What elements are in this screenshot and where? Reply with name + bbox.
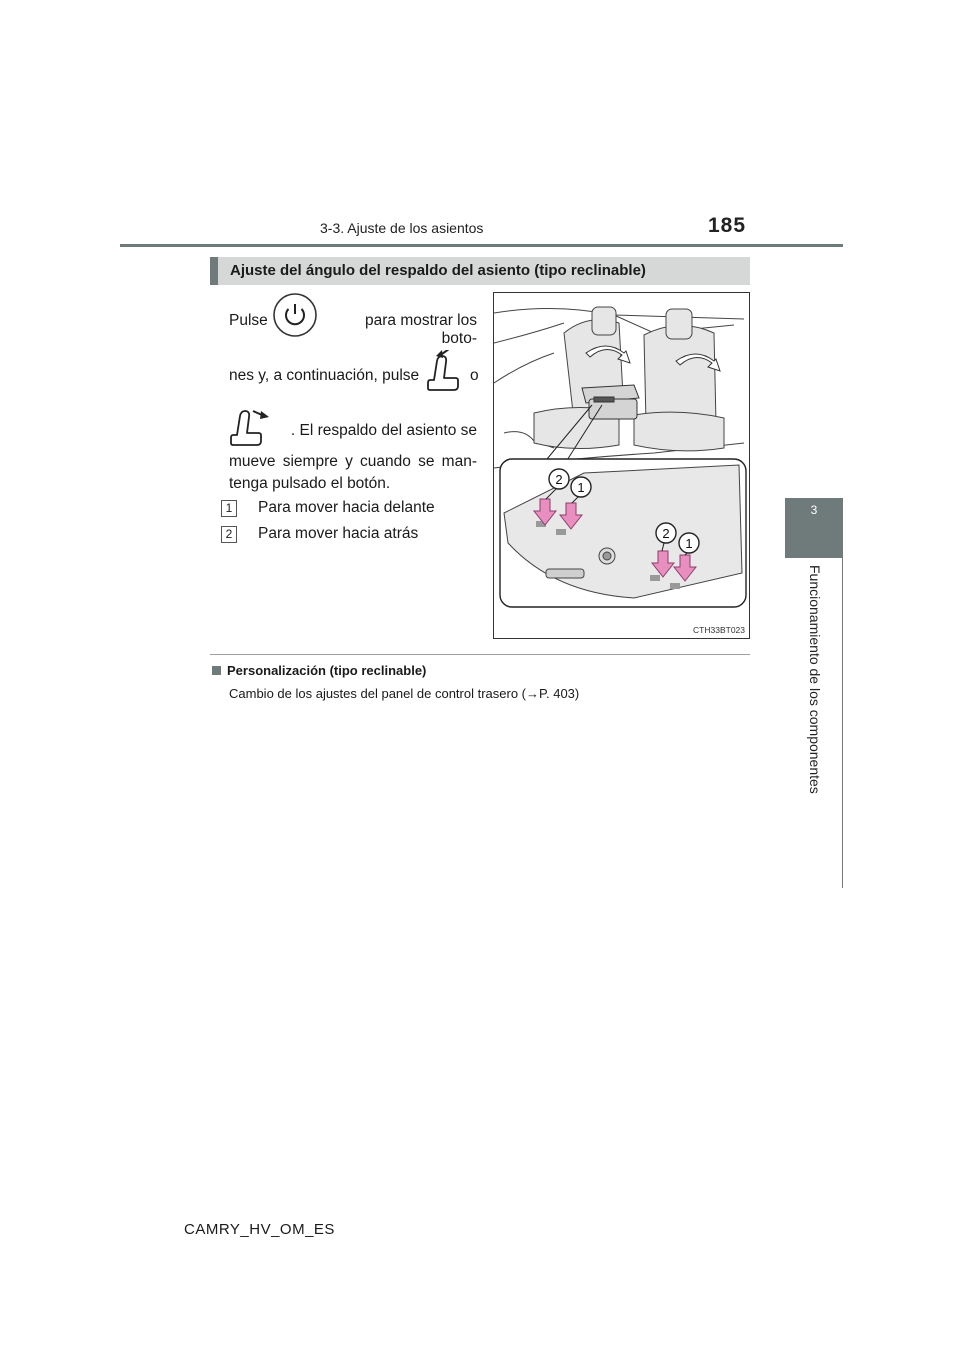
- instruction-line-1-end: para mostrar los boto-: [365, 312, 477, 347]
- instruction-line-1-start: Pulse: [229, 312, 268, 329]
- header-section-title: 3-3. Ajuste de los asientos: [320, 220, 484, 236]
- section-banner: Ajuste del ángulo del respaldo del asiento (tipo reclinable): [210, 257, 750, 285]
- callout-label: 1: [577, 480, 585, 495]
- callout-label: 2: [555, 472, 563, 487]
- figure-code: CTH33BT023: [693, 625, 745, 635]
- header-rule: [120, 244, 843, 247]
- seat-recline-forward-icon: [424, 350, 464, 399]
- instruction-line-5: tenga pulsado el botón.: [229, 475, 391, 492]
- section-divider: [210, 654, 750, 655]
- note-title: Personalización (tipo reclinable): [227, 663, 427, 678]
- step-text: Para mover hacia delante: [258, 499, 435, 516]
- step-number: 2: [221, 526, 237, 543]
- seat-recline-back-icon: [229, 405, 273, 454]
- instruction-line-2-start: nes y, a continuación, pulse: [229, 367, 420, 384]
- rear-seat-illustration: [493, 292, 750, 639]
- chapter-rule: [842, 558, 843, 888]
- note-heading: [212, 663, 426, 678]
- callout-label: 2: [662, 526, 670, 541]
- note-body: Cambio de los ajustes del panel de control trasero (→P. 403): [229, 686, 580, 701]
- step-number: 1: [221, 500, 237, 517]
- chapter-title: Funcionamiento de los componentes: [807, 565, 823, 794]
- footer-manual-code: CAMRY_HV_OM_ES: [184, 1221, 335, 1238]
- power-button-icon: [272, 292, 318, 343]
- instruction-line-2-end: o: [470, 367, 479, 384]
- chapter-number: 3: [810, 503, 818, 517]
- instruction-line-4: mueve siempre y cuando se man-: [229, 453, 477, 470]
- square-bullet-icon: [212, 666, 221, 675]
- page-number: 185: [708, 214, 747, 237]
- callout-label: 1: [685, 536, 693, 551]
- instruction-line-3: . El respaldo del asiento se: [290, 422, 477, 439]
- step-text: Para mover hacia atrás: [258, 525, 419, 542]
